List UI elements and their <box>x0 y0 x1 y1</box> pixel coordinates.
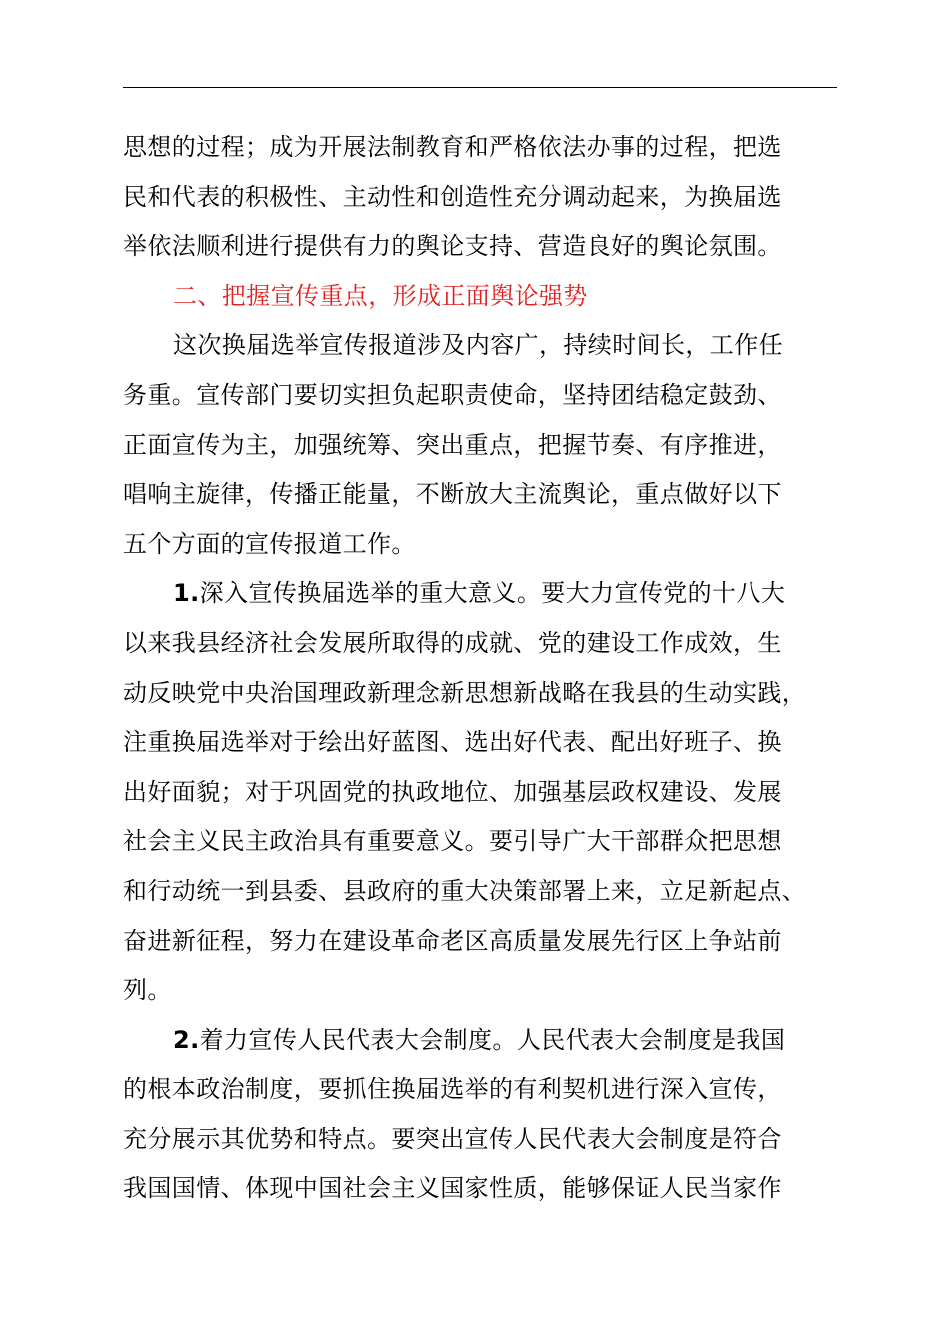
text-line: 务重。宣传部门要切实担负起职责使命，坚持团结稳定鼓劲、 <box>123 380 782 409</box>
text-line: 奋进新征程，努力在建设革命老区高质量发展先行区上争站前 <box>123 926 782 955</box>
header-rule <box>123 87 837 88</box>
text-line: 思想的过程；成为开展法制教育和严格依法办事的过程，把选 <box>123 133 782 161</box>
text-line: 我国国情、体现中国社会主义国家性质，能够保证人民当家作 <box>123 1174 782 1203</box>
section-heading: 二、把握宣传重点，形成正面舆论强势 <box>173 281 588 310</box>
text-line: 民和代表的积极性、主动性和创造性充分调动起来，为换届选 <box>123 182 782 211</box>
item-number: 1. <box>173 579 200 608</box>
item-text: 着力宣传人民代表大会制度。人民代表大会制度是我国 <box>199 1025 786 1054</box>
text-line: 举依法顺利进行提供有力的舆论支持、营造良好的舆论氛围。 <box>123 232 782 261</box>
text-line: 唱响主旋律，传播正能量，不断放大主流舆论，重点做好以下 <box>123 480 782 509</box>
text-line: 社会主义民主政治具有重要意义。要引导广大干部群众把思想 <box>123 827 782 856</box>
item-text: 深入宣传换届选举的重大意义。要大力宣传党的十八大 <box>199 579 786 608</box>
text-line: 列。 <box>123 976 172 1005</box>
numbered-item-2 <box>123 1016 837 1066</box>
text-line: 出好面貌；对于巩固党的执政地位、加强基层政权建设、发展 <box>123 777 782 806</box>
text-line: 和行动统一到县委、县政府的重大决策部署上来，立足新起点、 <box>123 876 807 905</box>
item-number: 2. <box>173 1025 200 1054</box>
document-body <box>123 123 837 1214</box>
text-line: 注重换届选举对于绘出好蓝图、选出好代表、配出好班子、换 <box>123 728 782 757</box>
numbered-item-1 <box>123 569 837 619</box>
text-line: 以来我县经济社会发展所取得的成就、党的建设工作成效，生 <box>123 628 782 657</box>
text-line: 充分展示其优势和特点。要突出宣传人民代表大会制度是符合 <box>123 1124 782 1153</box>
text-line: 的根本政治制度，要抓住换届选举的有利契机进行深入宣传， <box>123 1075 782 1104</box>
text-line: 五个方面的宣传报道工作。 <box>123 529 416 558</box>
text-line: 动反映党中央治国理政新理念新思想新战略在我县的生动实践， <box>123 678 807 707</box>
text-line: 正面宣传为主，加强统筹、突出重点，把握节奏、有序推进， <box>123 430 782 459</box>
paragraph-start: 这次换届选举宣传报道涉及内容广，持续时间长，工作任 <box>173 331 783 360</box>
